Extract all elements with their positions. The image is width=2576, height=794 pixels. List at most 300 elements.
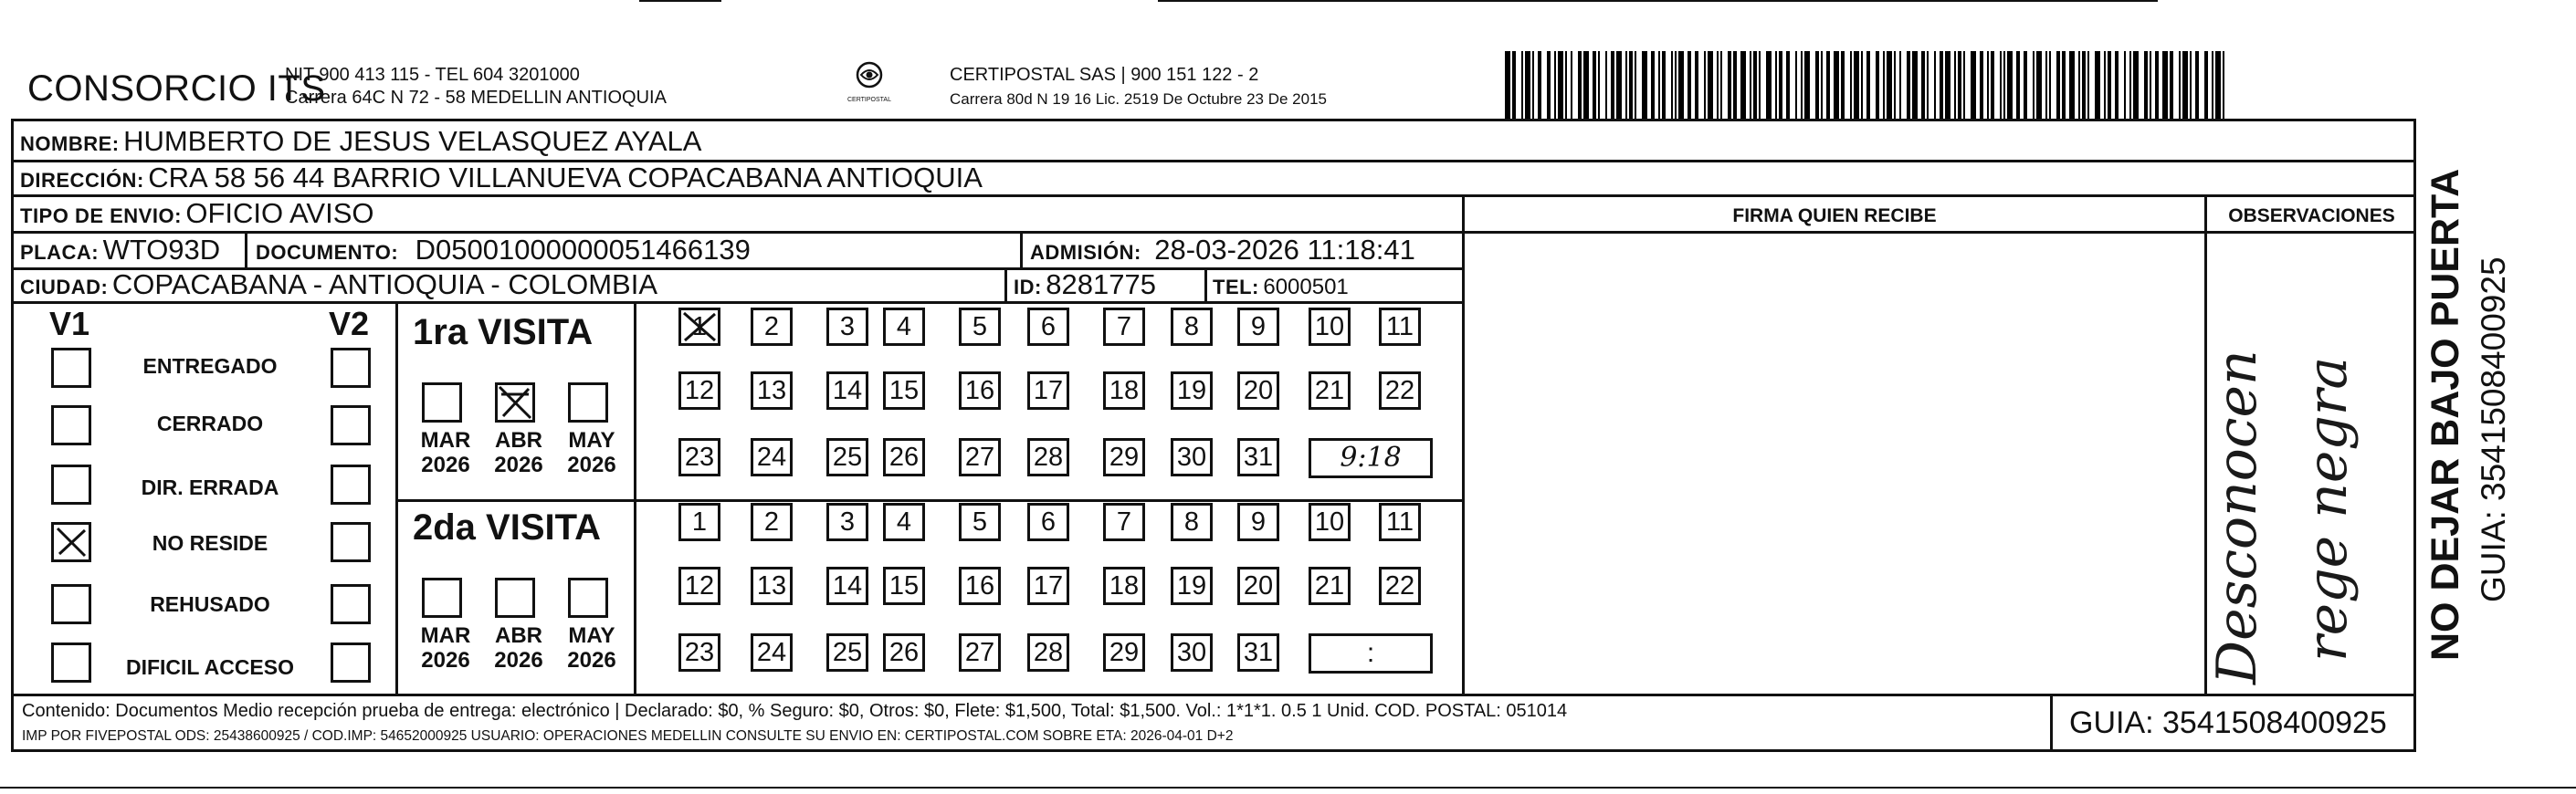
barcode-bar — [1671, 51, 1673, 119]
barcode-bar — [1578, 51, 1582, 119]
barcode-bar — [2062, 51, 2066, 119]
visit-1-day-box[interactable] — [1237, 438, 1279, 476]
barcode-bar — [1927, 51, 1929, 119]
visit-1-day-box[interactable] — [826, 438, 868, 476]
day-number: 12 — [684, 571, 715, 601]
visit-2-month-year: 2026 — [421, 648, 470, 673]
barcode-bar — [1598, 51, 1600, 119]
visit-1-day-box[interactable] — [883, 371, 925, 410]
status-v2-checkbox[interactable] — [331, 465, 371, 505]
status-v2-checkbox[interactable] — [331, 584, 371, 624]
v2-header: V2 — [329, 305, 370, 342]
visit-2-day-box[interactable] — [883, 633, 925, 672]
barcode-bar — [2162, 51, 2168, 119]
visit-1-day-box[interactable] — [883, 308, 925, 346]
admision-value: 28-03-2026 11:18:41 — [1154, 234, 1415, 266]
day-number: 12 — [684, 376, 715, 405]
day-number: 1 — [691, 507, 708, 537]
day-number: 28 — [1033, 638, 1064, 667]
barcode-bar — [1554, 51, 1556, 119]
visit-2-day-box[interactable] — [678, 633, 720, 672]
observaciones-note-1: Desconocen — [2205, 350, 2269, 684]
visit-1-day-box[interactable] — [678, 308, 720, 346]
barcode-bar — [1912, 51, 1918, 119]
barcode-bar — [1954, 51, 1956, 119]
visit-1-day-box[interactable] — [826, 308, 868, 346]
rule — [2050, 694, 2053, 752]
day-number: 24 — [756, 443, 787, 472]
barcode-bar — [2144, 51, 2148, 119]
side-guia: GUIA: 3541508400925 — [2475, 256, 2512, 602]
visit-2-day-box[interactable] — [1309, 503, 1351, 541]
barcode-bar — [1616, 51, 1622, 119]
visit-2-day-box[interactable] — [1237, 567, 1279, 605]
ciudad-value: COPACABANA - ANTIOQUIA - COLOMBIA — [111, 268, 658, 300]
barcode-bar — [1899, 51, 1901, 119]
barcode-bar — [2215, 51, 2221, 119]
id-value: 8281775 — [1046, 268, 1156, 300]
visit-1-day-box[interactable] — [959, 438, 1001, 476]
rule — [395, 499, 1463, 502]
visit-2-month-year: 2026 — [567, 648, 616, 673]
day-number: 8 — [1183, 312, 1200, 341]
day-number: 9 — [1250, 312, 1267, 341]
certipostal-logo-text: CERTIPOSTAL — [847, 97, 891, 103]
day-number: 1 — [691, 312, 708, 341]
visit-1-month-label: MAR — [420, 428, 471, 453]
barcode-bar — [2082, 51, 2086, 119]
status-v2-checkbox[interactable] — [331, 405, 371, 445]
visit-1-day-box[interactable] — [883, 438, 925, 476]
company-nit: NIT 900 413 115 - TEL 604 3201000 — [285, 65, 580, 85]
visit-2-day-box[interactable] — [1171, 503, 1213, 541]
status-v2-checkbox[interactable] — [331, 643, 371, 683]
day-number: 28 — [1033, 443, 1064, 472]
barcode-bar — [2179, 51, 2181, 119]
barcode-bar — [1583, 51, 1589, 119]
visit-1-day-box[interactable] — [678, 371, 720, 410]
barcode-bar — [1934, 51, 1936, 119]
status-v1-checkbox[interactable] — [51, 465, 91, 505]
visit-1-day-box[interactable] — [751, 308, 793, 346]
visit-1-month-year: 2026 — [421, 453, 470, 477]
barcode-bar — [1708, 51, 1713, 119]
day-number: 22 — [1384, 571, 1415, 601]
day-number: 26 — [888, 443, 920, 472]
day-number: 19 — [1176, 376, 1207, 405]
barcode-bar — [2133, 51, 2139, 119]
firma-header: FIRMA QUIEN RECIBE — [1732, 205, 1937, 226]
day-number: 10 — [1314, 507, 1345, 537]
barcode-bar — [1759, 51, 1761, 119]
footer-contenido: Contenido: Documentos Medio recepción prueba de entrega: electrónico | Declarado: $0, % Seguro: $0, Otros: $0, Flete: $1,500, Total: $1,500. Vol.: 1*1*1. 0.5 1 Unid. COD. POSTAL: 051014 — [22, 701, 1568, 721]
documento-row — [256, 235, 751, 271]
day-number: 23 — [684, 443, 715, 472]
visit-1-title: 1ra VISITA — [413, 312, 594, 352]
day-number: 5 — [972, 312, 988, 341]
visit-2-day-box[interactable] — [826, 567, 868, 605]
rule — [1462, 194, 1465, 695]
day-number: 23 — [684, 638, 715, 667]
visit-1-month-label: MAY — [568, 428, 615, 453]
barcode-bar — [1804, 51, 1810, 119]
barcode-bar — [1571, 51, 1572, 119]
day-number: 26 — [888, 638, 920, 667]
barcode-bar — [2108, 51, 2111, 119]
top-scrap-line — [1158, 0, 2158, 2]
day-number: 21 — [1314, 571, 1345, 601]
visit-1-day-box[interactable] — [1103, 371, 1145, 410]
rule — [634, 301, 636, 695]
barcode-bar — [1766, 51, 1772, 119]
carrier-address: Carrera 80d N 19 16 Lic. 2519 De Octubre 23 De 2015 — [950, 90, 1327, 108]
barcode-bar — [1834, 51, 1839, 119]
visit-1-month-year: 2026 — [494, 453, 543, 477]
admision-row — [1030, 235, 1415, 271]
visit-1-day-box[interactable] — [959, 308, 1001, 346]
visit-2-day-box[interactable] — [1171, 567, 1213, 605]
barcode-bar — [2124, 51, 2126, 119]
barcode-bar — [2155, 51, 2159, 119]
barcode-bar — [1861, 51, 1863, 119]
visit-1-month-checkbox[interactable] — [422, 382, 462, 423]
visit-1-month-checkbox[interactable] — [568, 382, 608, 423]
barcode-bar — [2204, 51, 2208, 119]
placa-label: PLACA: — [20, 241, 100, 264]
barcode-bar — [1605, 51, 1607, 119]
barcode-bar — [1801, 51, 1803, 119]
day-number: 10 — [1314, 312, 1345, 341]
visit-2-month-label: MAR — [420, 623, 471, 648]
barcode-bar — [1991, 51, 1994, 119]
id-row — [1014, 269, 1156, 306]
visit-2-month-year: 2026 — [494, 648, 543, 673]
visit-2-month-label: ABR — [495, 623, 542, 648]
barcode-bar — [1866, 51, 1870, 119]
company-name: CONSORCIO ITS — [27, 68, 326, 109]
barcode-bar — [2016, 51, 2020, 119]
day-number: 3 — [839, 507, 856, 537]
barcode-bar — [1921, 51, 1925, 119]
visit-2-day-box[interactable] — [883, 503, 925, 541]
barcode-bar — [1565, 51, 1567, 119]
barcode-bar — [2024, 51, 2027, 119]
day-number: 16 — [964, 571, 995, 601]
visit-1-day-box[interactable] — [678, 438, 720, 476]
barcode-bar — [1704, 51, 1706, 119]
visit-1-day-box[interactable] — [959, 371, 1001, 410]
day-number: 20 — [1243, 376, 1274, 405]
day-number: 11 — [1385, 507, 1414, 537]
barcode-bar — [1815, 51, 1819, 119]
status-v2-checkbox[interactable] — [331, 522, 371, 562]
day-number: 5 — [972, 507, 988, 537]
day-number: 11 — [1385, 312, 1414, 341]
visit-1-month-checkbox[interactable] — [495, 382, 535, 423]
barcode-bar — [2007, 51, 2013, 119]
visit-1-time-box[interactable]: 9:18 — [1309, 438, 1433, 478]
visit-1-day-box[interactable] — [751, 438, 793, 476]
day-number: 19 — [1176, 571, 1207, 601]
barcode-bar — [1642, 51, 1647, 119]
barcode-bar — [1547, 51, 1551, 119]
visit-1-day-box[interactable] — [1237, 371, 1279, 410]
status-v2-checkbox[interactable] — [331, 348, 371, 388]
barcode-bar — [1611, 51, 1614, 119]
barcode-bar — [1907, 51, 1910, 119]
barcode-bar — [1958, 51, 1961, 119]
tipo-row — [20, 198, 374, 235]
day-number: 15 — [888, 376, 920, 405]
visit-1-day-box[interactable] — [1237, 308, 1279, 346]
visit-2-day-box[interactable] — [959, 633, 1001, 672]
barcode-bar — [1850, 51, 1852, 119]
visit-2-day-box[interactable] — [1103, 633, 1145, 672]
visit-1-day-box[interactable] — [826, 371, 868, 410]
barcode-bar — [1625, 51, 1627, 119]
visit-1-day-box[interactable] — [1379, 371, 1421, 410]
rule — [1004, 267, 1007, 302]
barcode-bar — [1525, 51, 1530, 119]
day-number: 27 — [964, 443, 995, 472]
barcode-bar — [2115, 51, 2119, 119]
barcode-bar — [1740, 51, 1746, 119]
visit-1-day-box[interactable] — [1309, 371, 1351, 410]
status-v1-checkbox[interactable] — [51, 405, 91, 445]
visit-2-day-box[interactable] — [1171, 633, 1213, 672]
day-number: 2 — [763, 507, 780, 537]
barcode-bar — [1750, 51, 1751, 119]
visit-2-day-box[interactable] — [959, 567, 1001, 605]
side-warning: NO DEJAR BAJO PUERTA — [2424, 168, 2467, 661]
day-number: 30 — [1176, 443, 1207, 472]
day-number: 7 — [1116, 507, 1132, 537]
barcode-bar — [1532, 51, 1534, 119]
status-v1-checkbox[interactable] — [51, 584, 91, 624]
placa-value: WTO93D — [102, 234, 221, 266]
rule — [395, 301, 398, 695]
barcode-bar — [1876, 51, 1879, 119]
ciudad-label: CIUDAD: — [20, 276, 109, 298]
barcode-bar — [2170, 51, 2173, 119]
barcode-bar — [1651, 51, 1655, 119]
barcode-bar — [1720, 51, 1722, 119]
barcode-bar — [2129, 51, 2131, 119]
observaciones-note-2: rege negra — [2296, 356, 2360, 662]
visit-1-day-box[interactable] — [751, 371, 793, 410]
visit-2-day-box[interactable] — [959, 503, 1001, 541]
visit-1-day-box[interactable] — [1171, 308, 1213, 346]
visit-1-day-box[interactable] — [1379, 308, 1421, 346]
barcode-bar — [2033, 51, 2035, 119]
barcode-bar — [2045, 51, 2047, 119]
day-number: 8 — [1183, 507, 1200, 537]
visit-1-day-box[interactable] — [1171, 438, 1213, 476]
visit-2-day-box[interactable] — [1027, 633, 1069, 672]
barcode-bar — [1521, 51, 1523, 119]
visit-2-day-box[interactable] — [751, 503, 793, 541]
barcode-bar — [2212, 51, 2213, 119]
nombre-label: NOMBRE: — [20, 132, 120, 155]
visit-2-day-box[interactable] — [751, 633, 793, 672]
day-number: 20 — [1243, 571, 1274, 601]
barcode-bar — [1821, 51, 1823, 119]
visit-1-month-year: 2026 — [567, 453, 616, 477]
visit-2-title: 2da VISITA — [413, 507, 601, 548]
day-number: 31 — [1243, 638, 1274, 667]
barcode-bar — [1593, 51, 1596, 119]
status-v1-checkbox[interactable] — [51, 522, 91, 562]
visit-2-day-box[interactable] — [678, 503, 720, 541]
check-mark-icon — [54, 525, 89, 559]
barcode-bar — [2087, 51, 2089, 119]
barcode-bar — [1675, 51, 1677, 119]
placa-row — [20, 235, 220, 271]
day-number: 18 — [1109, 571, 1140, 601]
visit-1-day-box[interactable] — [1103, 438, 1145, 476]
visit-2-month-checkbox[interactable] — [422, 578, 462, 618]
barcode-bar — [1854, 51, 1859, 119]
day-number: 24 — [756, 638, 787, 667]
rule — [1020, 231, 1023, 268]
bottom-edge — [0, 787, 2576, 789]
visit-2-day-box[interactable] — [1237, 633, 1279, 672]
barcode-bar — [1779, 51, 1782, 119]
day-number: 30 — [1176, 638, 1207, 667]
day-number: 17 — [1033, 571, 1064, 601]
status-v1-checkbox[interactable] — [51, 348, 91, 388]
barcode-bar — [1940, 51, 1943, 119]
day-number: 29 — [1109, 638, 1140, 667]
barcode-bar — [1894, 51, 1896, 119]
day-number: 15 — [888, 571, 920, 601]
visit-2-day-box[interactable] — [1309, 567, 1351, 605]
status-label: NO RESIDE — [152, 531, 268, 555]
barcode-bar — [1887, 51, 1892, 119]
visit-1-day-box[interactable] — [1103, 308, 1145, 346]
observaciones-header: OBSERVACIONES — [2228, 205, 2395, 226]
status-label: CERRADO — [156, 412, 264, 435]
barcode-bar — [2195, 51, 2199, 119]
barcode-bar — [2182, 51, 2188, 119]
certipostal-logo — [835, 60, 904, 110]
day-number: 22 — [1384, 376, 1415, 405]
day-number: 27 — [964, 638, 995, 667]
visit-1-day-box[interactable] — [1309, 308, 1351, 346]
visit-2-day-box[interactable] — [751, 567, 793, 605]
tipo-label: TIPO DE ENVIO: — [20, 204, 182, 227]
visit-2-day-box[interactable] — [1379, 503, 1421, 541]
barcode-bar — [2078, 51, 2080, 119]
day-number: 31 — [1243, 443, 1274, 472]
barcode-bar — [1558, 51, 1563, 119]
visit-2-day-box[interactable] — [1103, 503, 1145, 541]
rule — [245, 231, 247, 268]
top-scrap-line — [639, 0, 721, 2]
barcode-bar — [1512, 51, 1516, 119]
visit-2-day-box[interactable] — [1103, 567, 1145, 605]
barcode-bar — [2190, 51, 2192, 119]
visit-1-day-box[interactable] — [1027, 438, 1069, 476]
visit-2-day-box[interactable] — [1027, 503, 1069, 541]
barcode-bar — [1753, 51, 1757, 119]
barcode — [1505, 51, 2232, 119]
certipostal-logo-icon — [851, 60, 888, 91]
day-number: 4 — [896, 312, 912, 341]
status-label: DIFICIL ACCESO — [125, 655, 294, 679]
barcode-bar — [2003, 51, 2005, 119]
barcode-bar — [1795, 51, 1797, 119]
barcode-bar — [2000, 51, 2002, 119]
visit-2-month-checkbox[interactable] — [568, 578, 608, 618]
barcode-bar — [2150, 51, 2151, 119]
visit-2-day-box[interactable] — [1027, 567, 1069, 605]
day-number: 25 — [832, 638, 863, 667]
barcode-bar — [2049, 51, 2051, 119]
barcode-bar — [2056, 51, 2060, 119]
visit-2-day-box[interactable] — [1379, 567, 1421, 605]
visit-2-day-box[interactable] — [1237, 503, 1279, 541]
tel-value: 6000501 — [1263, 275, 1349, 299]
rule — [11, 694, 2416, 696]
visit-1-day-box[interactable] — [1027, 308, 1069, 346]
direccion-label: DIRECCIÓN: — [20, 169, 144, 192]
barcode-bar — [1963, 51, 1965, 119]
day-number: 13 — [756, 376, 787, 405]
barcode-bar — [1678, 51, 1684, 119]
barcode-bar — [2104, 51, 2106, 119]
day-number: 17 — [1033, 376, 1064, 405]
status-v1-checkbox[interactable] — [51, 643, 91, 683]
visit-2-month-checkbox[interactable] — [495, 578, 535, 618]
visit-2-day-box[interactable] — [883, 567, 925, 605]
day-number: 14 — [832, 571, 863, 601]
barcode-bar — [1826, 51, 1830, 119]
barcode-bar — [1980, 51, 1983, 119]
day-number: 14 — [832, 376, 863, 405]
company-address: Carrera 64C N 72 - 58 MEDELLIN ANTIOQUIA — [285, 88, 667, 108]
nombre-row — [20, 126, 701, 162]
check-mark-icon — [498, 385, 532, 420]
barcode-bar — [2036, 51, 2042, 119]
barcode-bar — [1635, 51, 1636, 119]
footer-imp: IMP POR FIVEPOSTAL ODS: 25438600925 / COD.IMP: 54652000925 USUARIO: OPERACIONES MEDELLIN CONSULTE SU ENVIO EN: CERTIPOSTAL.COM SOBRE ETA: 2026-04-01 D+2 — [22, 728, 1234, 744]
barcode-bar — [1775, 51, 1777, 119]
visit-2-day-box[interactable] — [826, 503, 868, 541]
visit-1-day-box[interactable] — [1027, 371, 1069, 410]
admision-label: ADMISIÓN: — [1030, 241, 1141, 264]
day-number: 18 — [1109, 376, 1140, 405]
barcode-bar — [1883, 51, 1885, 119]
visit-2-time-box[interactable]: : — [1309, 633, 1433, 674]
ciudad-row — [20, 269, 657, 306]
visit-2-day-box[interactable] — [678, 567, 720, 605]
barcode-bar — [1945, 51, 1950, 119]
visit-1-day-box[interactable] — [1171, 371, 1213, 410]
day-number: 29 — [1109, 443, 1140, 472]
barcode-bar — [1971, 51, 1976, 119]
day-number: 13 — [756, 571, 787, 601]
barcode-bar — [2095, 51, 2100, 119]
carrier-name: CERTIPOSTAL SAS | 900 151 122 - 2 — [950, 65, 1259, 85]
direccion-value: CRA 58 56 44 BARRIO VILLANUEVA COPACABANA ANTIOQUIA — [148, 162, 983, 193]
barcode-bar — [1717, 51, 1719, 119]
documento-value: D05001000000051466139 — [415, 234, 751, 266]
day-number: 2 — [763, 312, 780, 341]
barcode-bar — [1505, 51, 1510, 119]
tel-row — [1213, 272, 1349, 306]
visit-2-day-box[interactable] — [826, 633, 868, 672]
